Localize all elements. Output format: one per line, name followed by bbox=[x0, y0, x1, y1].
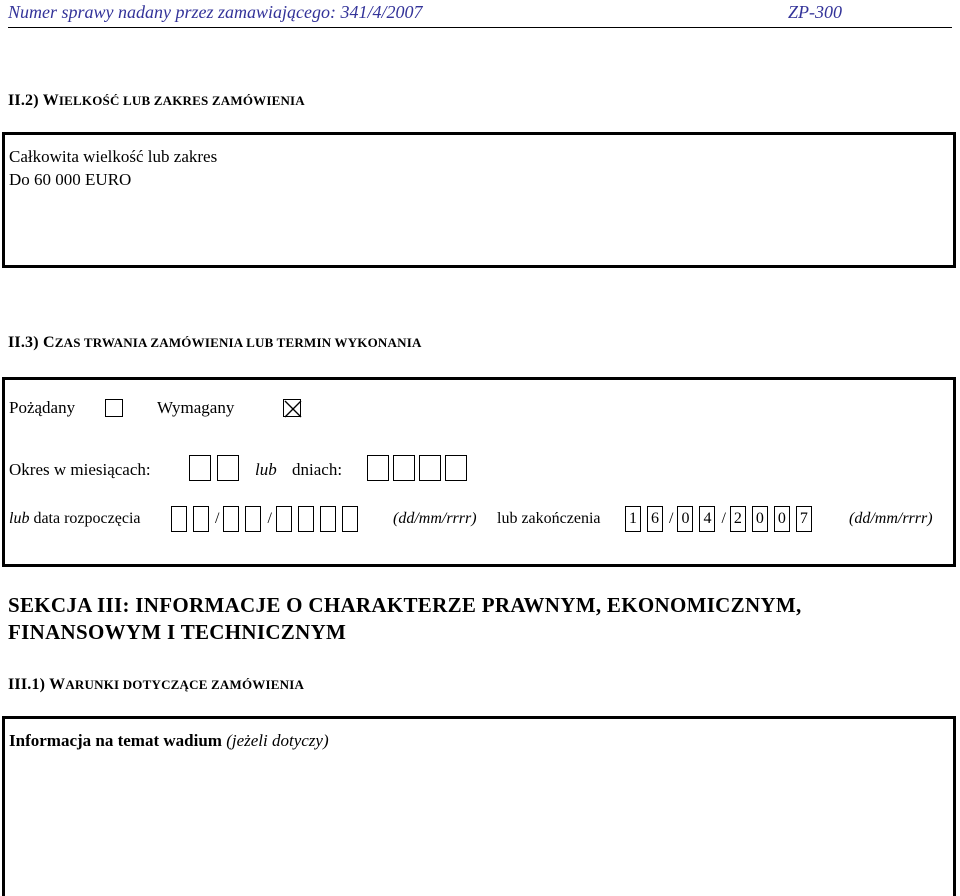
start-year-digit[interactable] bbox=[320, 506, 336, 532]
start-month-digit[interactable] bbox=[223, 506, 239, 532]
form-code: ZP-300 bbox=[788, 2, 842, 22]
start-month-digit[interactable] bbox=[245, 506, 261, 532]
months-input[interactable] bbox=[189, 455, 239, 481]
end-day-digit[interactable]: 6 bbox=[647, 506, 663, 532]
days-digit[interactable] bbox=[393, 455, 415, 481]
desired-label: Pożądany bbox=[9, 398, 76, 417]
size-scope-box bbox=[2, 132, 956, 268]
start-year-digit[interactable] bbox=[298, 506, 314, 532]
date-row bbox=[9, 510, 140, 528]
start-day-digit[interactable] bbox=[193, 506, 209, 532]
section-ii2-heading: II.2) WIELKOŚĆ LUB ZAKRES ZAMÓWIENIA bbox=[8, 92, 305, 109]
days-digit[interactable] bbox=[367, 455, 389, 481]
end-year-digit[interactable]: 0 bbox=[774, 506, 790, 532]
required-label: Wymagany bbox=[157, 398, 235, 417]
size-scope-label: Całkowita wielkość lub zakres bbox=[9, 147, 218, 166]
end-label: lub zakończenia bbox=[497, 510, 601, 527]
deposit-box bbox=[2, 716, 956, 896]
start-year-digit[interactable] bbox=[342, 506, 358, 532]
days-digit[interactable] bbox=[419, 455, 441, 481]
end-month-digit[interactable]: 0 bbox=[677, 506, 693, 532]
start-year-digit[interactable] bbox=[276, 506, 292, 532]
start-day-digit[interactable] bbox=[171, 506, 187, 532]
size-scope-value: Do 60 000 EURO bbox=[9, 170, 132, 189]
end-month-digit[interactable]: 4 bbox=[699, 506, 715, 532]
end-date-input[interactable]: 1 6 / 0 4 / 2 0 0 7 bbox=[625, 506, 818, 532]
months-label: Okres w miesiącach: bbox=[9, 460, 151, 479]
days-input[interactable] bbox=[367, 455, 467, 481]
days-digit[interactable] bbox=[445, 455, 467, 481]
end-year-digit[interactable]: 7 bbox=[796, 506, 812, 532]
or-label: lub bbox=[255, 460, 277, 479]
required-checkbox[interactable] bbox=[283, 399, 301, 417]
page-header bbox=[8, 0, 952, 28]
section-ii3-heading: II.3) CZAS TRWANIA ZAMÓWIENIA LUB TERMIN WYKONANIA bbox=[8, 334, 422, 351]
section-iii1-heading: III.1) WARUNKI DOTYCZĄCE ZAMÓWIENIA bbox=[8, 676, 305, 693]
start-date-input[interactable]: / / bbox=[171, 506, 364, 532]
end-year-digit[interactable]: 2 bbox=[730, 506, 746, 532]
start-label: data rozpoczęcia bbox=[33, 510, 141, 527]
end-day-digit[interactable]: 1 bbox=[625, 506, 641, 532]
format-hint: (dd/mm/rrrr) bbox=[393, 510, 477, 527]
deposit-label-row bbox=[9, 731, 329, 751]
or-date-label: lub bbox=[9, 510, 30, 527]
months-digit[interactable] bbox=[217, 455, 239, 481]
duration-box bbox=[2, 377, 956, 567]
end-year-digit[interactable]: 0 bbox=[752, 506, 768, 532]
format-hint-end: (dd/mm/rrrr) bbox=[849, 510, 933, 527]
deposit-hint: (jeżeli dotyczy) bbox=[226, 731, 329, 750]
case-number: Numer sprawy nadany przez zamawiającego: 341/4/2007 bbox=[8, 2, 423, 22]
days-label: dniach: bbox=[292, 460, 343, 479]
deposit-label: Informacja na temat wadium bbox=[9, 731, 222, 750]
desired-checkbox[interactable] bbox=[105, 399, 123, 417]
months-digit[interactable] bbox=[189, 455, 211, 481]
section-iii-title: SEKCJA III: INFORMACJE O CHARAKTERZE PRAWNYM, EKONOMICZNYM, FINANSOWYM I TECHNICZNYM bbox=[8, 593, 802, 644]
checked-cross-icon bbox=[284, 400, 302, 418]
